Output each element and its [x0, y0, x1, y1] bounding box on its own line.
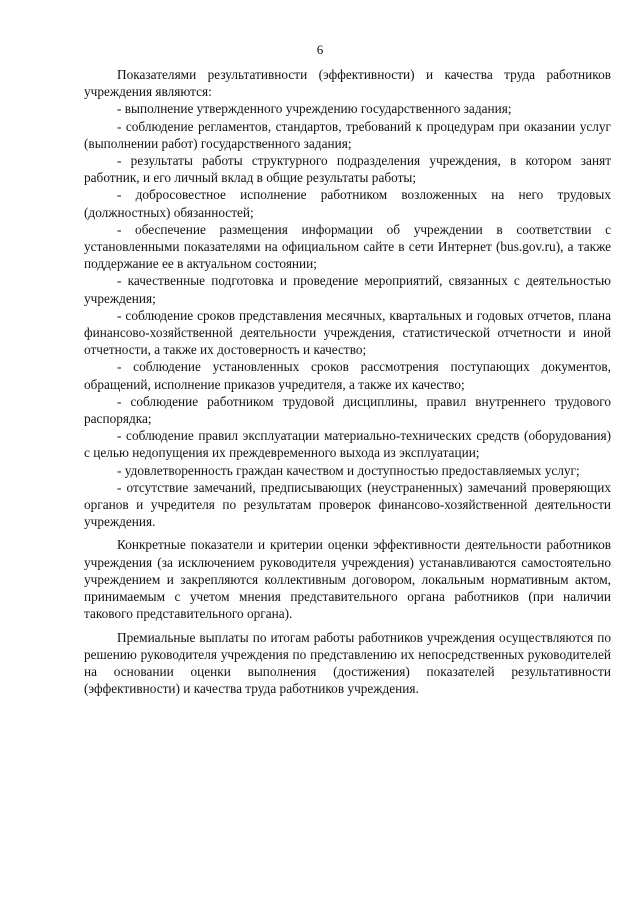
- list-item: - удовлетворенность граждан качеством и доступностью предоставляемых услуг;: [117, 462, 580, 478]
- list-item: - соблюдение работником трудовой дисциплины, правил внутреннего трудового распорядка;: [84, 393, 611, 427]
- list-item: - качественные подготовка и проведение мероприятий, связанных с деятельностью учреждения;: [84, 273, 611, 306]
- list-item: - добросовестное исполнение работником возложенных на него трудовых (должностных) обязанностей;: [84, 187, 611, 220]
- list-item: - соблюдение установленных сроков рассмотрения поступающих документов, обращений, исполнение приказов учредителя, а также их качество;: [84, 359, 611, 392]
- criteria-paragraph: Конкретные показатели и критерии оценки эффективности деятельности работников учреждения (за исключением руководителя учреждения) устанавливаются самостоятельно учреждением и закрепляются коллективным договором, локальным нормативным актом, принимаемым с учетом мнения представительного органа работников (при наличии такового представительного органа).: [84, 537, 611, 622]
- intro-paragraph: Показателями результативности (эффективности) и качества труда работников учреждения являются:: [84, 67, 611, 100]
- list-item: - соблюдение регламентов, стандартов, требований к процедурам при оказании услуг (выполнении работ) государственного задания;: [84, 118, 611, 151]
- document-body: [84, 66, 611, 697]
- list-item: - выполнение утвержденного учреждению государственного задания;: [117, 101, 512, 117]
- list-item: - обеспечение размещения информации об учреждении в соответствии с установленными показателями на официальном сайте в сети Интернет (bus.gov.ru), а также поддержание ее в актуальном состоянии;: [84, 221, 611, 272]
- bonus-paragraph: Премиальные выплаты по итогам работы работников учреждения осуществляются по решению руководителя учреждения по представлению их непосредственных руководителей на основании оценки выполнения (достижения) показателей результативности (эффективности) и качества труда работников учреждения.: [84, 629, 611, 697]
- list-item: - результаты работы структурного подразделения учреждения, в котором занят работник, и его личный вклад в общие результаты работы;: [84, 153, 611, 186]
- list-item: - соблюдение правил эксплуатации материально-технических средств (оборудования) с целью недопущения их преждевременного выхода из эксплуатации;: [84, 428, 611, 461]
- list-item: - соблюдение сроков представления месячных, квартальных и годовых отчетов, плана финансово-хозяйственной деятельности учреждения, статистической отчетности и иной отчетности, а также их достоверность и качество;: [84, 307, 611, 358]
- page-number: 6: [316, 42, 324, 57]
- list-item: - отсутствие замечаний, предписывающих (неустраненных) замечаний проверяющих органов и учредителя по результатам проверок финансово-хозяйственной деятельности учреждения.: [84, 479, 611, 530]
